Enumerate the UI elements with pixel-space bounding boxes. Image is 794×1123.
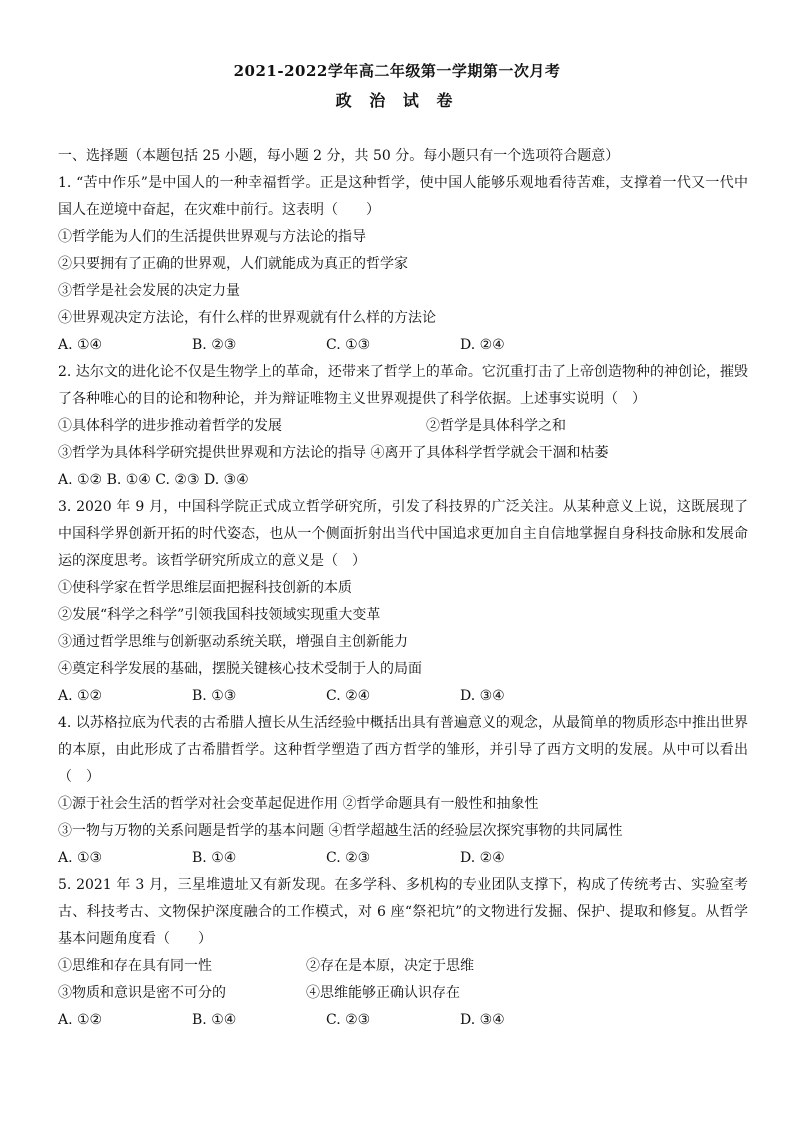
question-4-statement: ②哲学命题具有一般性和抽象性	[342, 796, 539, 812]
section-heading: 一、选择题（本题包括 25 小题，每小题 2 分，共 50 分。每小题只有一个选项符合题意）	[58, 148, 620, 164]
question-2-stem: 2. 达尔文的进化论不仅是生物学上的革命，还带来了哲学上的革命。它沉重打击了上帝创造物种的神创论，摧毁了各种唯心的目的论和物种论，并为辩证唯物主义世界观提供了科学依据。上述事实说明（ ）	[58, 364, 748, 407]
question-1-statement: ④世界观决定方法论，有什么样的世界观就有什么样的方法论	[58, 310, 436, 326]
question-3-options	[58, 683, 748, 710]
question-4-options	[58, 845, 748, 872]
exam-title: 2021-2022学年高二年级第一学期第一次月考	[233, 62, 561, 80]
option-d: D. ②④	[460, 850, 505, 866]
question-5-statement: ①思维和存在具有同一性	[58, 958, 212, 974]
question-4-statement: ④哲学超越生活的经验层次探究事物的共同属性	[328, 823, 623, 839]
question-5-stem: 5. 2021 年 3 月，三星堆遗址又有新发现。在多学科、多机构的专业团队支撑下，构成了传统考古、实验室考古、科技考古、文物保护深度融合的工作模式，对 6 座“祭祀坑”的文物进行发掘、保护、提取和修复。从哲学基本问题角度看（ ）	[58, 877, 748, 947]
option-a: A. ①②	[58, 688, 103, 704]
question-2-statement: ②哲学是具体科学之和	[426, 418, 566, 434]
question-1-statement: ②只要拥有了正确的世界观，人们就能成为真正的哲学家	[58, 256, 408, 272]
question-2-statement: ①具体科学的进步推动着哲学的发展	[58, 418, 282, 434]
question-1-statement: ①哲学能为人们的生活提供世界观与方法论的指导	[58, 229, 366, 245]
option-b: B. ①④	[192, 850, 237, 866]
option-b: B. ①④	[192, 1012, 237, 1028]
question-3-stem: 3. 2020 年 9 月，中国科学院正式成立哲学研究所，引发了科技界的广泛关注。从某种意义上说，这既展现了中国科学界创新开拓的时代姿态，也从一个侧面折射出当代中国追求更加自主自信地掌握自身科技命脉和发展命运的深度思考。该哲学研究所成立的意义是（ ）	[58, 499, 748, 569]
question-5-statements-row	[58, 980, 748, 1007]
question-5-options	[58, 1007, 748, 1034]
question-5-statements-row	[58, 953, 748, 980]
option-a: A. ①②	[58, 1012, 103, 1028]
question-2-statement: ③哲学为具体科学研究提供世界观和方法论的指导	[58, 445, 366, 461]
question-3-statement: ②发展“科学之科学”引领我国科技领域实现重大变革	[58, 607, 381, 623]
question-1-options	[58, 332, 748, 359]
question-3-statement: ④奠定科学发展的基础，摆脱关键核心技术受制于人的局面	[58, 661, 422, 677]
question-1-stem: 1. “苦中作乐”是中国人的一种幸福哲学。正是这种哲学，使中国人能够乐观地看待苦难，支撑着一代又一代中国人在逆境中奋起，在灾难中前行。这表明（ ）	[58, 175, 748, 218]
option-c: C. ①③	[326, 337, 371, 353]
question-4-statement: ①源于社会生活的哲学对社会变革起促进作用	[58, 796, 338, 812]
question-5-statement: ④思维能够正确认识存在	[306, 985, 460, 1001]
question-3-statement: ③通过哲学思维与创新驱动系统关联，增强自主创新能力	[58, 634, 408, 650]
question-4-statements-row	[58, 791, 748, 818]
option-c: C. ②③	[326, 1012, 371, 1028]
question-2-statements-row	[58, 413, 748, 440]
question-1-statement: ③哲学是社会发展的决定力量	[58, 283, 240, 299]
question-5-statement: ③物质和意识是密不可分的	[58, 985, 226, 1001]
question-4-stem: 4. 以苏格拉底为代表的古希腊人擅长从生活经验中概括出具有普遍意义的观念，从最简单的物质形态中推出世界的本原，由此形成了古希腊哲学。这种哲学塑造了西方哲学的雏形，并引导了西方文明的发展。从中可以看出（ ）	[58, 715, 748, 785]
question-4-statements-row	[58, 818, 748, 845]
question-2-options: A. ①② B. ①④ C. ②③ D. ③④	[58, 472, 249, 488]
option-c: C. ②③	[326, 850, 371, 866]
exam-content	[58, 143, 748, 1034]
exam-subtitle: 政 治 试 卷	[335, 91, 459, 110]
option-a: A. ①④	[58, 337, 103, 353]
option-c: C. ②④	[326, 688, 371, 704]
question-4-statement: ③一物与万物的关系问题是哲学的基本问题	[58, 823, 324, 839]
option-b: B. ①③	[192, 688, 237, 704]
option-d: D. ③④	[460, 1012, 505, 1028]
option-a: A. ①③	[58, 850, 103, 866]
question-2-statement: ④离开了具体科学哲学就会干涸和枯萎	[370, 445, 609, 461]
option-d: D. ③④	[460, 688, 505, 704]
question-2-statements-row	[58, 440, 748, 467]
question-5-statement: ②存在是本原，决定于思维	[306, 958, 474, 974]
option-d: D. ②④	[460, 337, 505, 353]
option-b: B. ②③	[192, 337, 237, 353]
question-3-statement: ①使科学家在哲学思维层面把握科技创新的本质	[58, 580, 352, 596]
